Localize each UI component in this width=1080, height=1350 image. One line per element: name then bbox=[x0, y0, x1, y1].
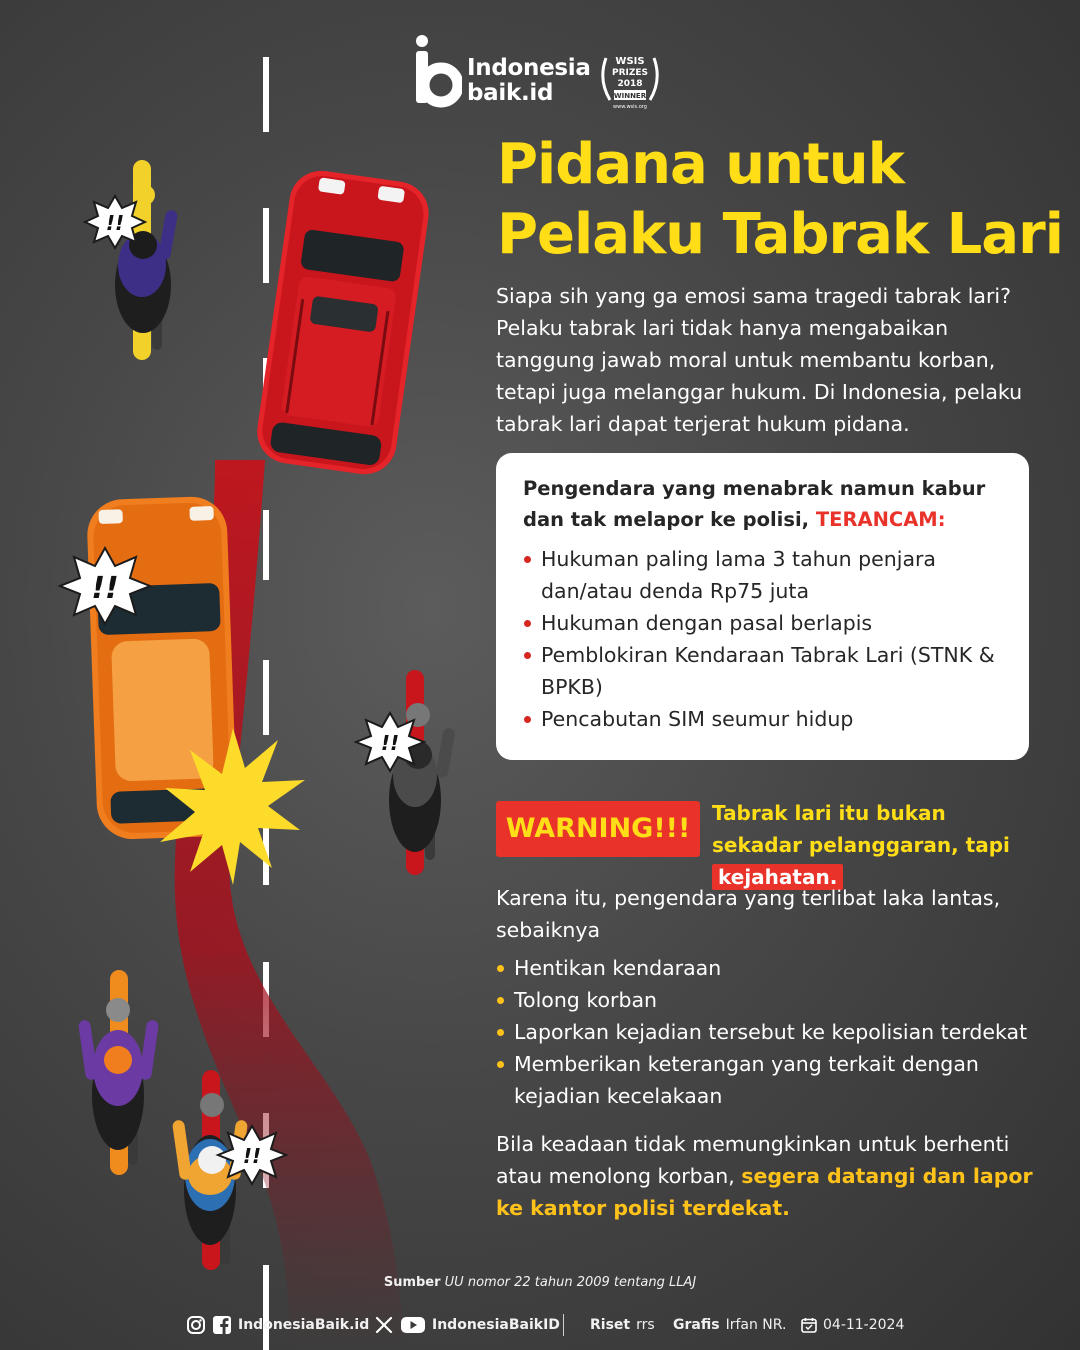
facebook-icon[interactable] bbox=[212, 1315, 232, 1335]
source-label: Sumber bbox=[383, 1275, 441, 1290]
svg-text:!!: !! bbox=[380, 731, 400, 755]
closing-paragraph bbox=[496, 1128, 1036, 1224]
title-line1: Pidana untuk bbox=[497, 132, 904, 197]
svg-text:!!: !! bbox=[105, 211, 125, 235]
svg-text:!!: !! bbox=[91, 571, 119, 606]
source-text: UU nomor 22 tahun 2009 tentang LLAJ bbox=[444, 1275, 697, 1290]
award-line4: WINNER bbox=[613, 92, 647, 100]
penalty-item: Hukuman dengan pasal berlapis bbox=[523, 607, 1013, 639]
award-line2: PRIZES bbox=[611, 68, 649, 78]
footer-social-2[interactable] bbox=[374, 1310, 560, 1340]
advice-item: Tolong korban bbox=[496, 984, 1036, 1016]
footer bbox=[0, 1310, 1080, 1340]
brand-name-line1: Indonesia bbox=[467, 55, 591, 81]
warning-badge: WARNING!!! bbox=[496, 801, 700, 857]
rider-purple bbox=[78, 970, 159, 1175]
award-line1: WSIS bbox=[615, 56, 645, 67]
penalty-list bbox=[523, 543, 1013, 735]
grafis-label: Grafis bbox=[673, 1317, 720, 1333]
exclaim-burst-icon-4 bbox=[218, 1126, 286, 1184]
indonesiabaik-logo-icon bbox=[414, 34, 462, 108]
award-line5: www.wsis.org bbox=[613, 104, 647, 110]
riset-label: Riset bbox=[590, 1317, 631, 1333]
title-line2: Pelaku Tabrak Lari bbox=[497, 202, 1063, 267]
penalty-item: Hukuman paling lama 3 tahun penjara dan/atau denda Rp75 juta bbox=[523, 543, 1013, 607]
brand-name bbox=[467, 56, 591, 106]
page-title bbox=[497, 130, 1063, 270]
warning-text-body: Tabrak lari itu bukan sekadar pelanggaran, tapi bbox=[712, 801, 1010, 857]
red-car bbox=[253, 167, 433, 479]
footer-riset bbox=[590, 1310, 655, 1340]
publish-date: 04-11-2024 bbox=[823, 1317, 905, 1333]
footer-social-1[interactable] bbox=[186, 1310, 369, 1340]
card-lead-highlight: TERANCAM: bbox=[815, 508, 946, 531]
footer-grafis bbox=[673, 1310, 786, 1340]
warning-text bbox=[712, 797, 1042, 893]
award-line3: 2018 bbox=[617, 79, 643, 89]
brand-name-line2: baik.id bbox=[467, 80, 554, 106]
card-lead bbox=[523, 473, 1003, 535]
calendar-icon bbox=[801, 1317, 817, 1333]
footer-divider bbox=[563, 1314, 564, 1336]
advice-item: Hentikan kendaraan bbox=[496, 952, 1036, 984]
intro-paragraph: Siapa sih yang ga emosi sama tragedi tabrak lari? Pelaku tabrak lari tidak hanya mengabaikan tanggung jawab moral untuk membantu korban, tetapi juga melanggar hukum. Di Indonesia, pelaku tabrak lari dapat terjerat hukum pidana. bbox=[496, 284, 1023, 436]
advice-intro: Karena itu, pengendara yang terlibat laka lantas, sebaiknya bbox=[496, 886, 1001, 942]
instagram-icon[interactable] bbox=[186, 1315, 206, 1335]
advice-item: Laporkan kejadian tersebut ke kepolisian terdekat bbox=[496, 1016, 1036, 1048]
x-twitter-icon[interactable] bbox=[374, 1315, 394, 1335]
closing-highlight: segera datangi dan lapor ke kantor polisi terdekat. bbox=[496, 1164, 1033, 1220]
card-lead-text: Pengendara yang menabrak namun kabur dan tak melapor ke polisi, bbox=[523, 477, 986, 531]
svg-text:!!: !! bbox=[242, 1144, 262, 1168]
wsis-award-badge bbox=[596, 50, 664, 112]
social-handle-2[interactable]: IndonesiaBaikID bbox=[432, 1317, 560, 1333]
footer-date bbox=[801, 1310, 904, 1340]
advice-list bbox=[496, 952, 1036, 1112]
youtube-icon[interactable] bbox=[400, 1315, 426, 1335]
source-line bbox=[0, 1275, 1080, 1290]
rider-yellow bbox=[115, 160, 178, 360]
warning-highlight: kejahatan. bbox=[712, 864, 843, 890]
advice-item: Memberikan keterangan yang terkait dengan kejadian kecelakaan bbox=[496, 1048, 1036, 1112]
grafis-value: Irfan NR. bbox=[725, 1317, 787, 1333]
exclaim-burst-icon-3 bbox=[356, 713, 424, 771]
social-handle-1[interactable]: IndonesiaBaik.id bbox=[238, 1317, 370, 1333]
riset-value: rrs bbox=[636, 1317, 655, 1333]
penalty-card bbox=[496, 453, 1029, 760]
penalty-item: Pencabutan SIM seumur hidup bbox=[523, 703, 1013, 735]
rider-dark bbox=[389, 670, 456, 875]
closing-text: Bila keadaan tidak memungkinkan untuk berhenti atau menolong korban, bbox=[496, 1132, 1010, 1188]
penalty-item: Pemblokiran Kendaraan Tabrak Lari (STNK & BPKB) bbox=[523, 639, 1013, 703]
exclaim-burst-icon-1 bbox=[85, 196, 145, 248]
